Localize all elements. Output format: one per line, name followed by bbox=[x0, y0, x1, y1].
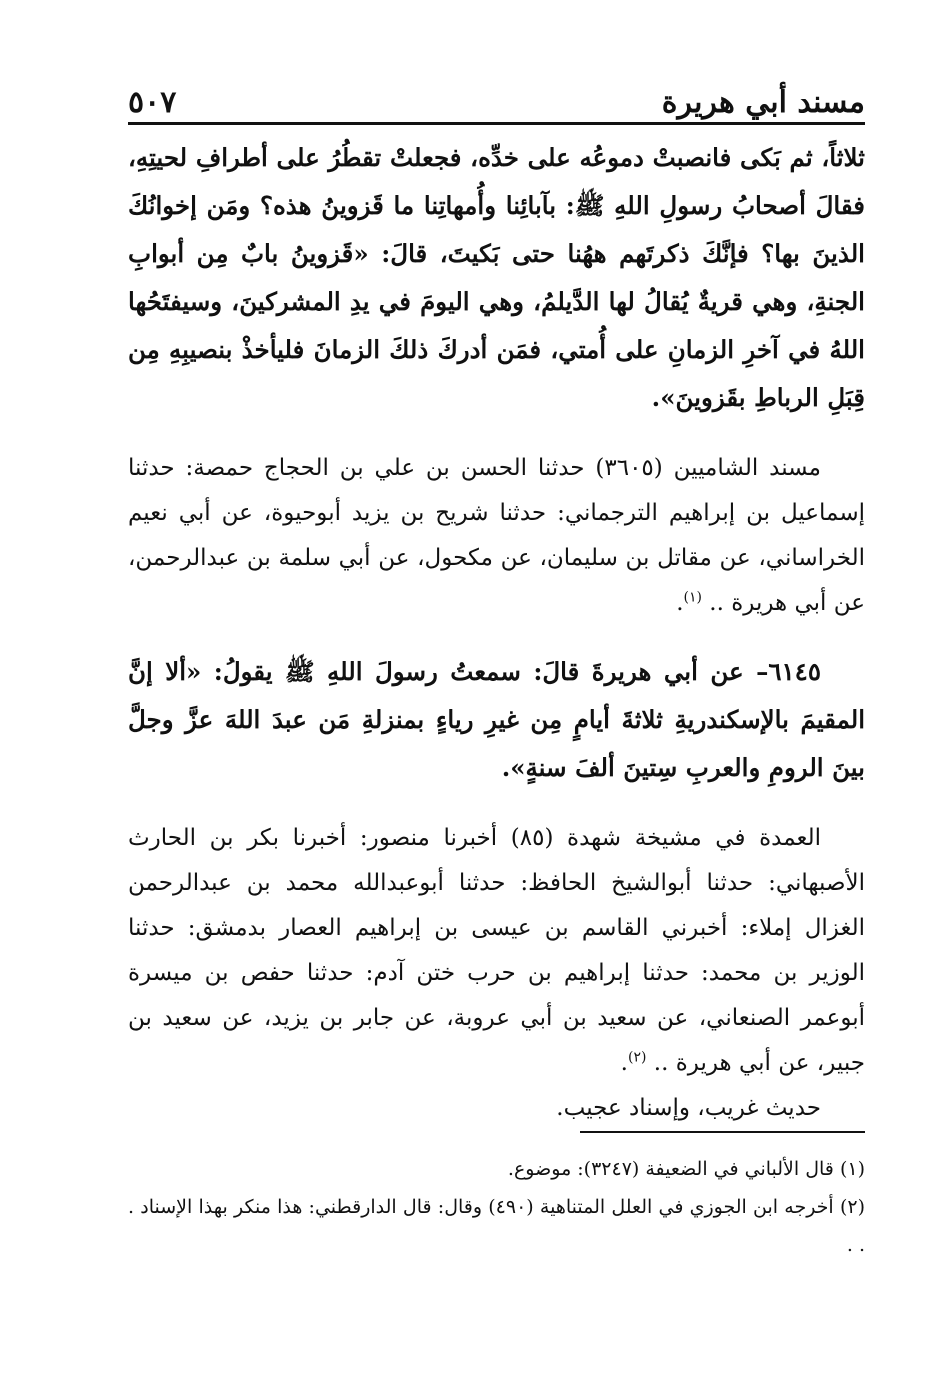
source-citation-1-text: مسند الشاميين (٣٦٠٥) حدثنا الحسن بن علي بن الحجاج حمصة: حدثنا إسماعيل بن إبراهيم الترجماني: حدثنا شريح بن يزيد أبوحيوة، عن أبي نعيم الخراساني، عن مقاتل بن سليمان، عن مكحول، عن أبي سلمة بن عبدالرحمن، عن أبي هريرة .. bbox=[128, 455, 865, 616]
running-title: مسند أبي هريرة bbox=[661, 85, 865, 120]
footnote-number: (١) bbox=[839, 1158, 865, 1180]
footnote-number: (٢) bbox=[839, 1196, 865, 1218]
source-citation-2: العمدة في مشيخة شهدة (٨٥) أخبرنا منصور: أخبرنا بكر بن الحارث الأصبهاني: حدثنا أبوالشيخ الحافظ: حدثنا أبوعبدالله محمد بن عبدالرحمن الغزال إملاء: أخبرني القاسم بن عيسى بن إبراهيم العصار بدمشق: حدثنا الوزير بن محمد: حدثنا إبراهيم بن حرب ختن آدم: حدثنا حفص بن ميسرة أبوعمر الصنعاني، عن سعيد بن أبي عروبة، عن جابر بن يزيد، عن سعيد بن جبير، عن أبي هريرة .. $^{(٢)}$. bbox=[128, 825, 865, 1076]
footnote-text: قال الألباني في الضعيفة (٣٢٤٧): موضوع. bbox=[507, 1158, 834, 1180]
footnotes bbox=[128, 1150, 865, 1264]
hadith-continuation: ثلاثاً، ثم بَكى فانصبتْ دموعُه على خدِّه، فجعلتْ تقطُرُ على أطرافِ لحيتِهِ، فقالَ أصحابُ رسولِ اللهِ ﷺ: بآبائِنا وأُمهاتِنا ما قَزوينُ هذه؟ ومَن إخوانُكَ الذينَ بها؟ فإنَّكَ ذكرتَهم ههُنا حتى بَكيتَ، قالَ: «قَزوينُ بابٌ مِن أبوابِ الجنةِ، وهي قريةٌ يُقالُ لها الدَّيلمُ، وهي اليومَ في يدِ المشركينَ، وسيفتَحُها اللهُ في آخرِ الزمانِ على أُمتي، فمَن أدركَ ذلكَ الزمانَ فليأخذْ بنصيبِهِ مِن قِبَلِ الرباطِ بقَزوينَ». bbox=[128, 143, 865, 412]
grading-verdict: حديث غريب، وإسناد عجيب. bbox=[556, 1095, 821, 1121]
header-rule bbox=[128, 122, 865, 125]
footnote-text: أخرجه ابن الجوزي في العلل المتناهية (٤٩٠) وقال: قال الدارقطني: هذا منكر بهذا الإسناد . . . bbox=[128, 1196, 865, 1256]
footnote-1 bbox=[128, 1150, 865, 1188]
footnote-marker-1[interactable]: (١) bbox=[683, 589, 702, 606]
hadith-number: ٦١٤٥ bbox=[768, 657, 821, 686]
hadith-6145 bbox=[128, 648, 865, 792]
footnote-2 bbox=[128, 1188, 865, 1264]
source-citation-1: مسند الشاميين (٣٦٠٥) حدثنا الحسن بن علي بن الحجاج حمصة: حدثنا إسماعيل بن إبراهيم الترجماني: حدثنا شريح بن يزيد أبوحيوة، عن أبي نعيم الخراساني، عن مقاتل بن سليمان، عن مكحول، عن أبي سلمة بن عبدالرحمن، عن أبي هريرة .. $^{(١)}$. bbox=[128, 455, 865, 616]
main-text bbox=[128, 134, 865, 1131]
footnote-marker-2[interactable]: (٢) bbox=[627, 1049, 647, 1066]
page-number: ٥٠٧ bbox=[128, 85, 177, 120]
hadith-text: – عن أبي هريرةَ قالَ: سمعتُ رسولَ اللهِ ﷺ يقولُ: «ألا إنَّ المقيمَ بالإسكندريةِ ثلاثةَ أيامٍ مِن غيرِ رياءٍ بمنزلةِ مَن عبدَ اللهَ عزَّ وجلَّ بينَ الرومِ والعربِ سِتينَ ألفَ سنةٍ». bbox=[128, 657, 865, 782]
page-header bbox=[128, 64, 865, 118]
footnote-separator bbox=[580, 1131, 865, 1133]
source-citation-2-text: العمدة في مشيخة شهدة (٨٥) أخبرنا منصور: أخبرنا بكر بن الحارث الأصبهاني: حدثنا أبوالشيخ الحافظ: حدثنا أبوعبدالله محمد بن عبدالرحمن الغزال إملاء: أخبرني القاسم بن عيسى بن إبراهيم العصار بدمشق: حدثنا الوزير بن محمد: حدثنا إبراهيم بن حرب ختن آدم: حدثنا حفص بن ميسرة أبوعمر الصنعاني، عن سعيد بن أبي عروبة، عن جابر بن يزيد، عن سعيد بن جبير، عن أبي هريرة .. bbox=[128, 825, 865, 1076]
